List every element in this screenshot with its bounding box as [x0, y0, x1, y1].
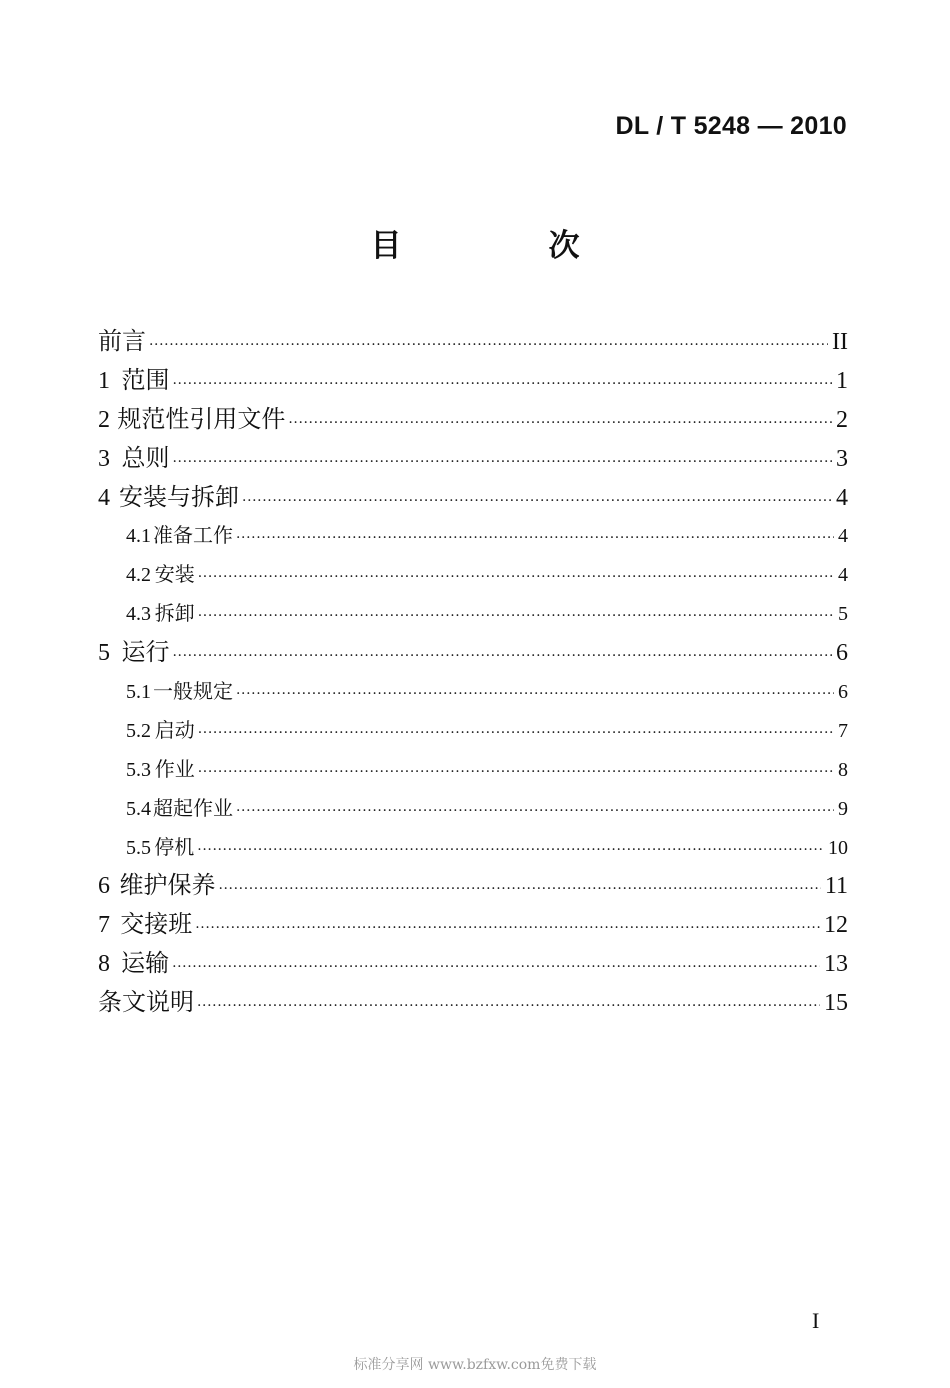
- toc-entry-label: 维护保养: [119, 871, 216, 900]
- toc-entry-page: 9: [838, 797, 848, 820]
- toc-entry-page: 10: [828, 836, 848, 859]
- toc-entry-label: 超起作业: [153, 795, 233, 820]
- toc-entry-number: 5.5: [126, 836, 151, 859]
- toc-entry-label: 安装与拆卸: [119, 482, 240, 511]
- dot-leader: [172, 443, 832, 482]
- toc-entry-page: 5: [838, 603, 848, 626]
- watermark-text: 标准分享网 www.bzfxw.com免费下载: [353, 1357, 597, 1373]
- toc-entry-page: 3: [836, 445, 848, 472]
- toc-entry-label: 规范性引用文件: [117, 404, 286, 433]
- toc-entry-label: 准备工作: [153, 523, 233, 548]
- toc-entry-label: 前言: [98, 327, 146, 355]
- toc-entry-page: 4: [836, 484, 848, 511]
- toc-entry-page: 13: [824, 951, 848, 978]
- toc-entry[interactable]: [98, 672, 848, 711]
- toc-entry-label: 安装: [154, 562, 195, 587]
- toc-entry-page: 6: [836, 640, 848, 667]
- toc-entry[interactable]: [98, 750, 848, 789]
- toc-entry-page: 4: [838, 525, 848, 548]
- dot-leader: [195, 909, 820, 948]
- dot-leader: [242, 482, 832, 521]
- toc-entry[interactable]: [98, 439, 848, 478]
- toc-entry-page: 6: [838, 681, 848, 704]
- toc-entry-number: 6: [98, 873, 110, 900]
- dot-leader: [172, 948, 820, 987]
- toc-entry-number: 4.2: [126, 564, 151, 587]
- toc-entry-page: 2: [836, 406, 848, 433]
- toc-entry-label: 总则: [121, 443, 170, 472]
- toc-entry[interactable]: [98, 594, 848, 633]
- toc-entry-number: 3: [98, 445, 110, 472]
- toc-entry-page: 7: [838, 719, 848, 742]
- toc-entry[interactable]: [98, 983, 848, 1022]
- dot-leader: [236, 519, 834, 558]
- toc-entry[interactable]: [98, 711, 848, 750]
- toc-entry-number: 2: [98, 406, 110, 433]
- toc-entry[interactable]: [98, 944, 848, 983]
- toc-entry[interactable]: [98, 555, 848, 594]
- toc-entry-label: 拆卸: [154, 601, 195, 626]
- toc-entry-label: 作业: [154, 756, 195, 781]
- toc-entry[interactable]: [98, 400, 848, 439]
- dot-leader: [149, 326, 828, 365]
- toc-entry-page: II: [832, 329, 848, 355]
- table-of-contents: [98, 322, 848, 1022]
- dot-leader: [197, 987, 820, 1026]
- toc-entry-label: 启动: [154, 717, 195, 742]
- toc-entry-page: 12: [824, 912, 848, 939]
- toc-entry[interactable]: [98, 866, 848, 905]
- dot-leader: [236, 675, 834, 714]
- toc-entry-label: 范围: [121, 365, 170, 394]
- toc-entry-number: 1: [98, 367, 110, 394]
- toc-entry[interactable]: [98, 905, 848, 944]
- toc-entry[interactable]: [98, 322, 848, 361]
- toc-entry-label: 运输: [121, 949, 170, 978]
- toc-entry-number: 5.2: [126, 719, 151, 742]
- toc-entry-number: 5.4: [126, 797, 151, 820]
- toc-entry-number: 7: [98, 912, 110, 939]
- toc-entry-page: 11: [824, 873, 848, 900]
- toc-entry-number: 5.3: [126, 758, 151, 781]
- toc-entry-number: 4: [98, 484, 110, 511]
- page-number: I: [812, 1308, 820, 1333]
- dot-leader: [198, 558, 834, 597]
- toc-entry-page: 8: [838, 758, 848, 781]
- dot-leader: [197, 831, 824, 870]
- dot-leader: [218, 870, 820, 909]
- toc-entry[interactable]: [98, 516, 848, 555]
- toc-entry-number: 4.1: [126, 525, 151, 548]
- toc-entry-page: 4: [838, 564, 848, 587]
- dot-leader: [288, 404, 832, 443]
- toc-entry-label: 交接班: [120, 910, 193, 939]
- dot-leader: [198, 753, 834, 792]
- toc-entry-label: 条文说明: [98, 988, 194, 1017]
- page-title: 目 次: [370, 228, 638, 264]
- toc-entry-label: 一般规定: [153, 679, 233, 704]
- dot-leader: [198, 597, 834, 636]
- standard-code: DL / T 5248 — 2010: [615, 112, 847, 140]
- dot-leader: [172, 637, 832, 676]
- toc-entry-number: 5.1: [126, 681, 151, 704]
- dot-leader: [198, 714, 834, 753]
- toc-entry-label: 停机: [154, 834, 195, 859]
- toc-entry-page: 15: [824, 990, 848, 1017]
- toc-entry[interactable]: [98, 828, 848, 867]
- toc-entry-label: 运行: [121, 638, 170, 667]
- dot-leader: [172, 365, 832, 404]
- toc-entry-number: 4.3: [126, 603, 151, 626]
- toc-entry[interactable]: [98, 633, 848, 672]
- toc-entry[interactable]: [98, 361, 848, 400]
- dot-leader: [236, 792, 834, 831]
- toc-entry[interactable]: [98, 789, 848, 828]
- toc-entry[interactable]: [98, 478, 848, 517]
- toc-entry-page: 1: [836, 367, 848, 394]
- toc-entry-number: 5: [98, 640, 110, 667]
- toc-entry-number: 8: [98, 951, 110, 978]
